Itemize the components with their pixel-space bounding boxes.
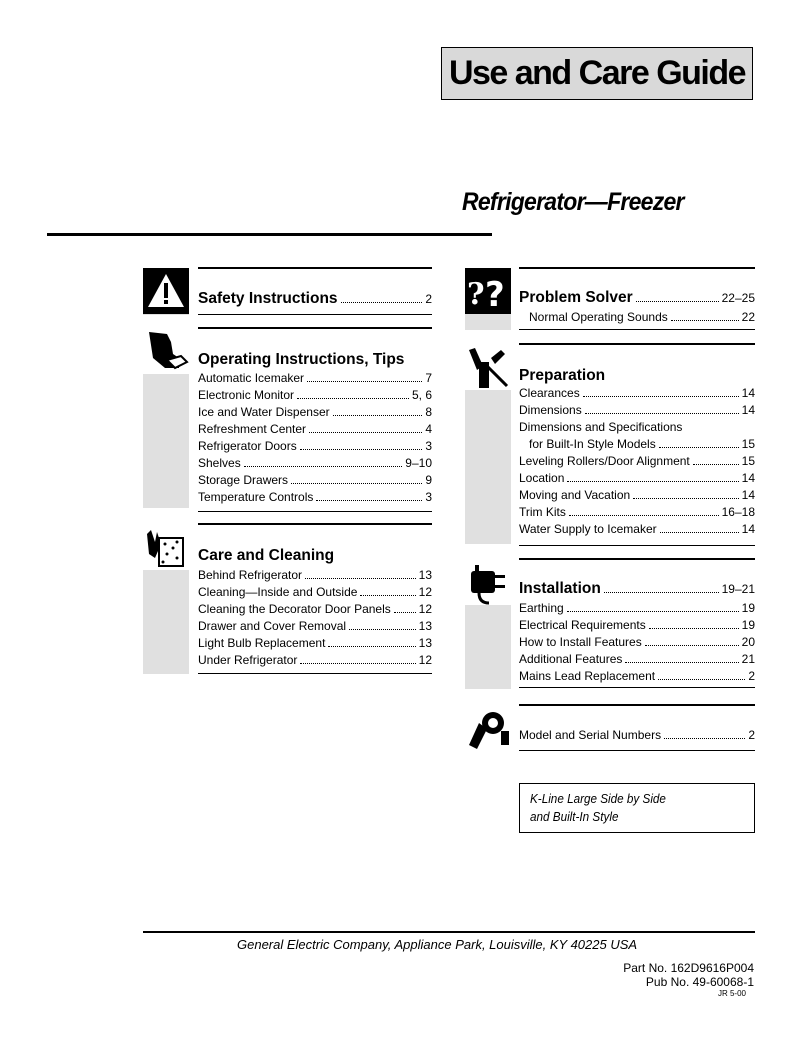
list-item[interactable]: Leveling Rollers/Door Alignment 15: [519, 454, 755, 468]
part-numbers: [623, 961, 754, 989]
preparation-list: [519, 385, 755, 538]
installation-rule: [519, 558, 755, 560]
preparation-heading[interactable]: Preparation: [519, 367, 606, 384]
list-item[interactable]: Temperature Controls 3: [198, 490, 432, 504]
sponge-cleaning-icon: [143, 524, 189, 570]
safety-heading[interactable]: Safety Instructions: [198, 290, 338, 307]
list-item[interactable]: Drawer and Cover Removal 13: [198, 619, 432, 633]
list-item[interactable]: Additional Features 21: [519, 652, 755, 666]
safety-bottom-rule: [198, 314, 432, 315]
list-item[interactable]: Light Bulb Replacement 13: [198, 636, 432, 650]
hand-pressing-icon: [143, 328, 189, 374]
list-item[interactable]: Earthing 19: [519, 601, 755, 615]
operating-bottom-rule: [198, 511, 432, 512]
problem-page: 22–25: [721, 291, 755, 305]
preparation-bottom-rule: [519, 545, 755, 546]
list-item[interactable]: Moving and Vacation 14: [519, 488, 755, 502]
screwdriver-icon: [465, 344, 511, 390]
operating-list: [198, 370, 432, 506]
part-number: Part No. 162D9616P004: [623, 961, 754, 975]
list-item[interactable]: Electrical Requirements 19: [519, 618, 755, 632]
model-section: [519, 727, 755, 744]
installation-bottom-rule: [519, 687, 755, 688]
company-address: General Electric Company, Appliance Park, Louisville, KY 40225 USA: [237, 937, 638, 952]
problem-rule: [519, 267, 755, 269]
list-item[interactable]: How to Install Features 20: [519, 635, 755, 649]
question-marks-icon: [465, 268, 511, 314]
model-bottom-rule: [519, 750, 755, 751]
list-item[interactable]: for Built-In Style Models 15: [529, 437, 755, 451]
problem-heading[interactable]: Problem Solver: [519, 289, 633, 306]
model-line-1: K-Line Large Side by Side: [530, 791, 666, 806]
list-item[interactable]: Behind Refrigerator 13: [198, 568, 432, 582]
list-item[interactable]: Location 14: [519, 471, 755, 485]
care-list: [198, 567, 432, 669]
tape-measure-icon: [465, 705, 511, 751]
care-rule: [198, 523, 432, 525]
list-item[interactable]: Dimensions 14: [519, 403, 755, 417]
list-item[interactable]: Electronic Monitor 5, 6: [198, 388, 432, 402]
care-heading[interactable]: Care and Cleaning: [198, 547, 335, 564]
revision-code: JR 5-00: [717, 989, 746, 998]
list-item[interactable]: Storage Drawers 9: [198, 473, 432, 487]
list-item[interactable]: Water Supply to Icemaker 14: [519, 522, 755, 536]
list-item[interactable]: Under Refrigerator 12: [198, 653, 432, 667]
safety-page: 2: [425, 292, 432, 306]
list-item[interactable]: Model and Serial Numbers 2: [519, 728, 755, 742]
list-item[interactable]: Normal Operating Sounds 22: [529, 310, 755, 324]
model-rule: [519, 704, 755, 706]
installation-heading[interactable]: Installation: [519, 580, 601, 597]
list-item[interactable]: Refreshment Center 4: [198, 422, 432, 436]
installation-section: [519, 580, 755, 685]
title-box: [441, 47, 753, 100]
pub-number: Pub No. 49-60068-1: [645, 975, 754, 989]
header-rule: [47, 233, 492, 236]
svg-text:?: ?: [485, 275, 505, 314]
power-plug-icon: [465, 559, 511, 605]
warning-triangle-icon: [143, 268, 189, 314]
list-item[interactable]: Clearances 14: [519, 386, 755, 400]
list-item[interactable]: Dimensions and Specifications: [519, 420, 683, 434]
list-item[interactable]: Cleaning the Decorator Door Panels 12: [198, 602, 432, 616]
list-item[interactable]: Shelves 9–10: [198, 456, 432, 470]
installation-page: 19–21: [721, 582, 755, 596]
preparation-rule: [519, 343, 755, 345]
page-title: Use and Care Guide: [448, 54, 746, 92]
list-item[interactable]: Mains Lead Replacement 2: [519, 669, 755, 683]
list-item[interactable]: Ice and Water Dispenser 8: [198, 405, 432, 419]
svg-text:?: ?: [467, 277, 485, 312]
model-line-2: and Built-In Style: [530, 809, 619, 824]
operating-heading[interactable]: Operating Instructions, Tips: [198, 351, 405, 368]
problem-bottom-rule: [519, 329, 755, 330]
list-item[interactable]: Refrigerator Doors 3: [198, 439, 432, 453]
page-subtitle: Refrigerator—Freezer: [462, 188, 684, 216]
safety-rule: [198, 267, 432, 269]
footer-rule: [143, 931, 755, 933]
care-bottom-rule: [198, 673, 432, 674]
operating-rule: [198, 327, 432, 329]
safety-section: [198, 290, 432, 310]
list-item[interactable]: Cleaning—Inside and Outside 12: [198, 585, 432, 599]
model-line-box: [519, 783, 755, 833]
list-item[interactable]: Trim Kits 16–18: [519, 505, 755, 519]
list-item[interactable]: Automatic Icemaker 7: [198, 371, 432, 385]
problem-section: [519, 289, 755, 326]
